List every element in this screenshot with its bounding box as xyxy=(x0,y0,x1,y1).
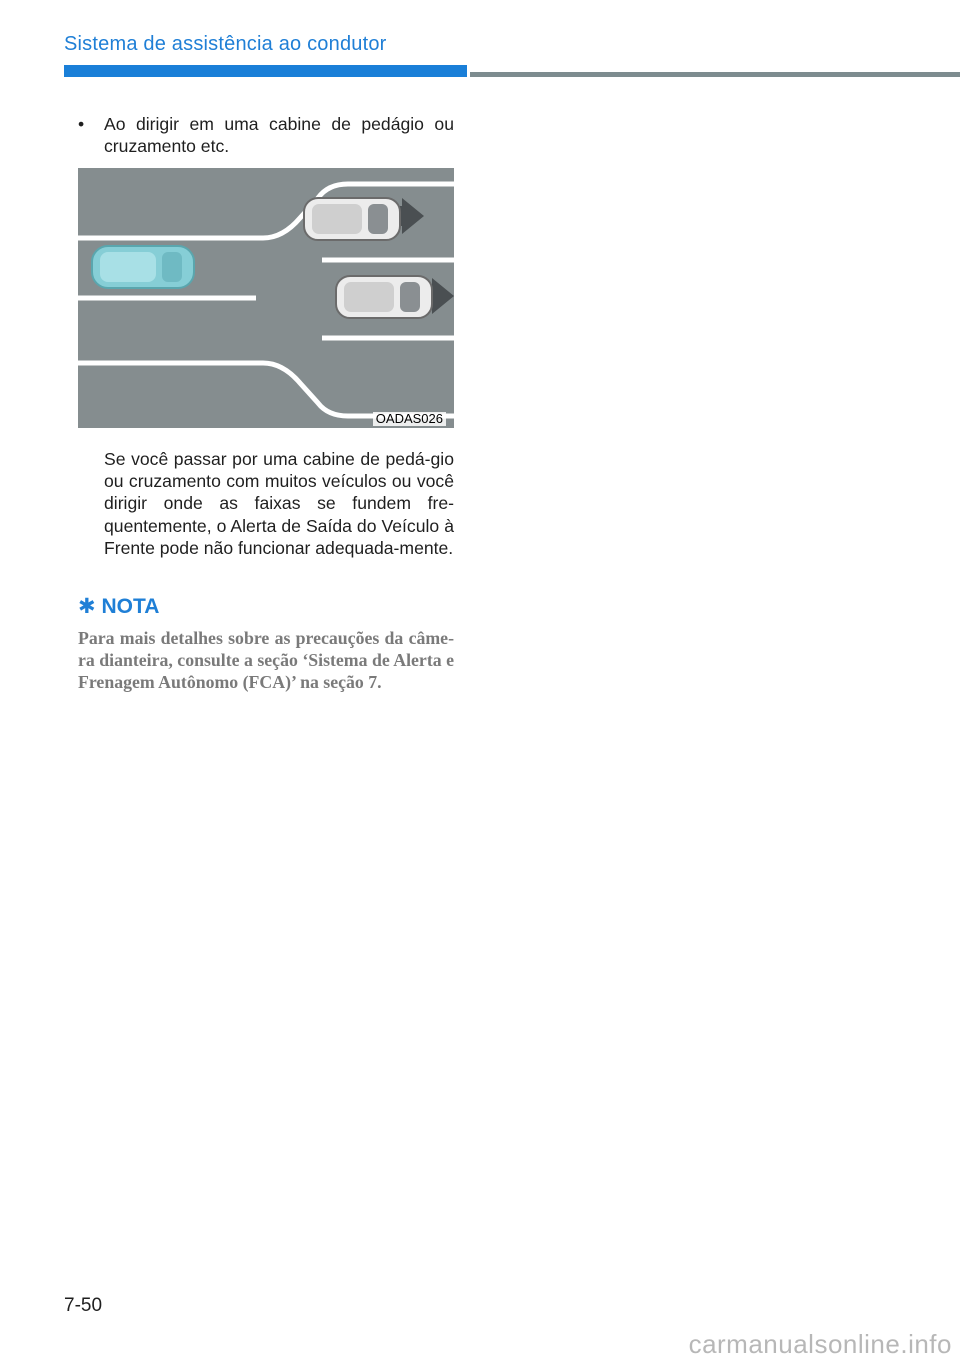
road-illustration xyxy=(78,168,454,428)
header-divider xyxy=(470,72,960,77)
figure-code: OADAS026 xyxy=(373,412,446,426)
body-paragraph: Se você passar por uma cabine de pedá-gio ou cruzamento com muitos veículos ou você dirigir onde as faixas se fundem fre-quentemente, o Alerta de Saída do Veículo à Frente pode não funcionar adequada-mente. xyxy=(104,449,454,558)
ego-car-icon xyxy=(92,246,194,288)
note-text: Para mais detalhes sobre as precauções da câme-ra dianteira, consulte a seção ‘Sistema de Alerta e Frenagem Autônomo (FCA)’ na seção 7. xyxy=(78,628,454,693)
watermark: carmanualsonline.info xyxy=(688,1329,952,1359)
list-item xyxy=(78,113,454,157)
note-title: NOTA xyxy=(101,595,160,618)
header-accent-bar xyxy=(64,65,467,77)
note-heading xyxy=(78,594,159,619)
asterisk-icon: ✱ xyxy=(78,595,96,618)
list-item-text: Ao dirigir em uma cabine de pedágio ou cruzamento etc. xyxy=(104,114,454,156)
page-number: 7-50 xyxy=(64,1295,103,1316)
bullet-icon: • xyxy=(78,114,85,134)
section-title: Sistema de assistência ao condutor xyxy=(64,33,387,55)
lane-merge-diagram xyxy=(78,168,454,428)
